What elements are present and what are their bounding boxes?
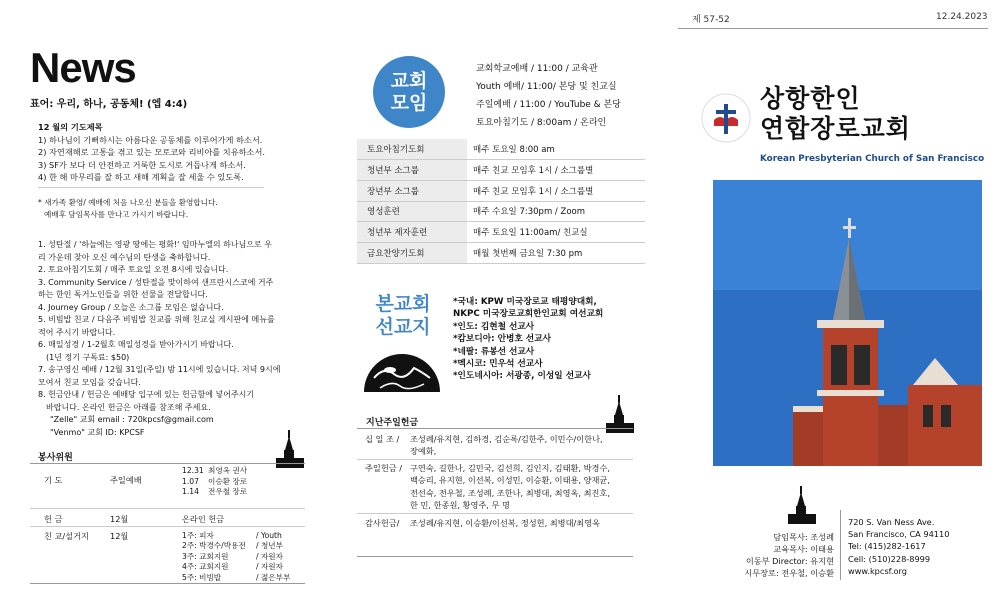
church-photo — [713, 180, 982, 466]
prayer-item: 2) 자연재해로 고통을 겪고 있는 모로코와 리비아를 치유하소서. — [38, 147, 265, 158]
divider — [30, 463, 305, 464]
vol-prayer-label: 기 도 — [44, 475, 63, 485]
badge-line: 선교지 — [375, 316, 431, 338]
table-row — [357, 180, 645, 201]
names-line: 구연숙, 길한나, 김민국, 김선희, 김인지, 김태환, 박경수, — [410, 463, 610, 473]
church-name-line: 상항한인 — [760, 84, 861, 113]
news-item: 1. 성탄절 / '하늘에는 영광 땅에는 평화!' 임마누엘의 하나님으로 우 — [38, 240, 273, 249]
vol-row: 4주: 교회지원 / 자원자 — [182, 562, 283, 572]
news-item: 리 가운데 찾아 오신 예수님의 탄생을 축하합니다. — [38, 252, 211, 262]
names-line: 백승리, 유지현, 이선복, 이성민, 이승환, 이태용, 양재균, — [410, 475, 610, 486]
news-title: News — [30, 44, 136, 91]
issue-number: 제 57-52 — [692, 15, 730, 25]
badge-line: 모임 — [390, 92, 428, 114]
vol-prayer-list — [182, 466, 247, 498]
news-item: 8. 헌금안내 / 헌금은 예배당 입구에 있는 헌금함에 넣어주시기 — [38, 390, 255, 399]
vol-prayer-service: 주일예배 — [110, 475, 142, 485]
church-address — [848, 516, 949, 577]
address-line: Tel: (415)282-1617 — [848, 541, 926, 552]
divider — [840, 510, 841, 580]
church-name-line: 연합장로교회 — [760, 114, 911, 143]
address-line: 720 S. Van Ness Ave. — [848, 517, 935, 527]
table-cell: 금요찬양기도회 — [357, 242, 467, 263]
pcusa-logo-icon — [700, 92, 752, 144]
news-item: (1년 정기 구독료: $50) — [46, 352, 130, 362]
vol-row: 1.14 전우철 장로 — [182, 487, 248, 496]
divider — [357, 459, 633, 460]
church-illustration — [713, 180, 982, 466]
news-item: 5. 비빔밥 친교 / 다음주 비빔밥 친교를 위해 친교실 게시판에 메뉴를 — [38, 315, 275, 324]
vol-fellowship-month: 12월 — [110, 531, 129, 541]
issue-date: 12.24.2023 — [936, 12, 988, 22]
divider — [30, 583, 305, 584]
table-row — [357, 201, 645, 222]
mission-item: *국내: KPW 미국장로교 태평양대회, — [453, 297, 597, 307]
table-cell: 매주 수요일 7:30pm / Zoom — [467, 201, 645, 222]
divider — [30, 508, 305, 509]
divider — [357, 428, 633, 429]
mission-item: NKPC 미국장로교회한인교회 여선교회 — [453, 309, 604, 320]
meetings-table — [357, 139, 645, 264]
table-row — [357, 160, 645, 181]
mission-item: *멕시코: 민우석 선교사 — [453, 359, 543, 370]
meetings-badge-text — [373, 70, 445, 114]
prayer-item: 1) 하나님이 기뻐하시는 아름다운 공동체를 이루어가게 하소서. — [38, 134, 263, 145]
sunday-names — [410, 462, 610, 512]
welcome-line: 예배후 담임목사를 만나고 가시기 바랍니다. — [44, 210, 189, 220]
mission-item: *캄보디아: 안병호 선교사 — [453, 334, 551, 345]
table-cell: 매월 첫번째 금요일 7:30 pm — [467, 242, 645, 263]
names-line: 한 민, 한종원, 황영주, 무 명 — [410, 500, 510, 511]
thanks-names: 조성례/유지현, 이승환/이선복, 정성헌, 최병대/최영옥 — [410, 518, 600, 528]
divider — [38, 187, 264, 188]
table-cell: 청년부 소그룹 — [357, 160, 467, 181]
news-item: 바랍니다. 온라인 헌금은 아래를 참조해 주세요. — [46, 402, 211, 412]
table-cell: 장년부 소그룹 — [357, 180, 467, 201]
offerings-title: 지난주일헌금 — [366, 418, 419, 428]
news-item: 하는 한인 독거노인들을 위한 선물을 전달합니다. — [38, 290, 208, 299]
table-cell: 매주 토요일 11:00am/ 친교실 — [467, 222, 645, 243]
names-line: 조성례/유지현, 김하경, 김순록/김한주, 이민수/이한나, — [410, 434, 603, 444]
schedule-line: Youth 예배/ 11:00/ 본당 및 친교실 — [476, 82, 617, 92]
vol-offering-month: 12월 — [110, 514, 129, 524]
table-row — [357, 222, 645, 243]
header-rule — [678, 28, 988, 29]
names-line: 전선숙, 전우철, 조성례, 조한나, 최병대, 최영옥, 최진호, — [410, 487, 610, 498]
vol-offering-label: 헌 금 — [44, 514, 63, 524]
tithe-label: 십 일 조 / — [365, 434, 400, 444]
welcome-line: * 새가족 환영/ 예배에 처음 나오신 분들을 환영합니다. — [38, 198, 218, 207]
table-cell: 토요아침기도회 — [357, 139, 467, 160]
news-item: "Zelle" 교회 email : 720kpcsf@gmail.com — [50, 415, 214, 424]
mission-item: *인도: 김현철 선교사 — [453, 321, 535, 332]
vol-row: 1주: 피자 / Youth — [182, 531, 282, 540]
thanks-label: 감사헌금/ — [365, 518, 400, 528]
news-item: "Venmo" 교회 ID: KPCSF — [50, 427, 145, 437]
mission-item: *인도네시아: 서광종, 이성일 선교사 — [453, 371, 591, 382]
news-item: 7. 송구영신 예배 / 12월 31일(주일) 밤 11시에 있습니다. 저녁 9시에 — [38, 365, 281, 374]
vol-row: 1.07 이승환 장로 — [182, 476, 248, 486]
table-cell: 매주 토요일 8:00 am — [467, 139, 645, 160]
names-line: 장예화, — [410, 446, 437, 457]
meetings-badge — [373, 56, 445, 128]
divider — [357, 513, 633, 514]
missions-list — [453, 296, 603, 383]
staff-line: 시무장로: 전우철, 이승환 — [744, 568, 834, 578]
news-item: 3. Community Service / 성탄절을 맞이하여 샌프란시스코에 거주 — [38, 277, 274, 287]
schedule-line: 주일예배 / 11:00 / YouTube & 본당 — [476, 100, 621, 110]
divider — [357, 556, 633, 557]
table-row — [357, 242, 645, 263]
staff-list — [744, 531, 834, 579]
news-item: 2. 토요아침기도회 / 매주 토요일 오전 8시에 있습니다. — [38, 265, 229, 274]
vol-row: 3주: 교회지원 / 자원자 — [182, 551, 283, 561]
motto: 표어: 우리, 하나, 공동체! (엡 4:4) — [30, 99, 188, 110]
news-item: 4. Journey Group / 오늘은 소그룹 모임은 없습니다. — [38, 302, 224, 312]
news-item: 6. 매일성경 / 1-2월호 매일성경을 받아가시기 바랍니다. — [38, 340, 234, 349]
church-silhouette-icon — [788, 486, 816, 524]
news-item: 모여서 친교 모임을 갖습니다. — [38, 377, 141, 387]
volunteers-title: 봉사위원 — [38, 453, 73, 463]
address-line: Cell: (510)228-8999 — [848, 553, 931, 564]
table-cell: 매주 친교 모임후 1시 / 소그룹별 — [467, 180, 645, 201]
tithe-names — [410, 433, 603, 458]
table-cell: 영성훈련 — [357, 201, 467, 222]
vol-fellowship-label: 친 교/설거지 — [44, 531, 89, 541]
schedule-line: 교회학교예배 / 11:00 / 교육관 — [476, 64, 598, 74]
staff-line: 담임목사: 조성례 — [773, 532, 834, 542]
missions-title — [366, 293, 440, 339]
table-cell: 매주 친교 모임후 1시 / 소그룹별 — [467, 160, 645, 181]
news-item: 적어 주시기 바랍니다. — [38, 327, 116, 337]
prayer-title: 12 월의 기도제목 — [38, 122, 103, 132]
globe-icon — [364, 348, 440, 392]
vol-fellowship-list — [182, 531, 290, 583]
mission-item: *네팔: 류봉선 선교사 — [453, 346, 535, 357]
worship-schedule — [476, 60, 621, 132]
staff-line: 교육목사: 이태용 — [773, 544, 834, 554]
vol-row: 2주: 박경수/박용전 / 청년부 — [182, 541, 283, 551]
table-cell: 청년부 제자훈련 — [357, 222, 467, 243]
church-name — [760, 84, 911, 144]
church-name-english: Korean Presbyterian Church of San Francisco — [760, 154, 985, 164]
staff-line: 이동부 Director: 유지현 — [745, 556, 834, 566]
welcome-section — [38, 197, 318, 222]
schedule-line: 토요아침기도 / 8:00am / 온라인 — [476, 118, 607, 128]
vol-offering-who: 온라인 헌금 — [182, 514, 225, 524]
prayer-item: 3) SF가 보다 더 안전하고 거룩한 도시로 거듭나게 하소서. — [38, 159, 246, 170]
table-row — [357, 139, 645, 160]
prayer-item: 4) 한 해 마무리를 잘 하고 새해 계획을 잘 세울 수 있도록. — [38, 172, 244, 183]
badge-line: 본교회 — [375, 293, 431, 315]
address-line: San Francisco, CA 94110 — [848, 529, 950, 540]
prayer-section — [38, 121, 318, 184]
badge-line: 교회 — [390, 70, 428, 92]
news-items — [38, 239, 318, 439]
vol-row: 5주: 비빔밥 / 젊은부부 — [182, 572, 291, 582]
divider — [30, 526, 305, 527]
vol-row: 12.31 최영옥 권사 — [182, 466, 248, 475]
website-link[interactable]: www.kpcsf.org — [848, 565, 907, 576]
sunday-label: 주일헌금 / — [365, 463, 402, 473]
